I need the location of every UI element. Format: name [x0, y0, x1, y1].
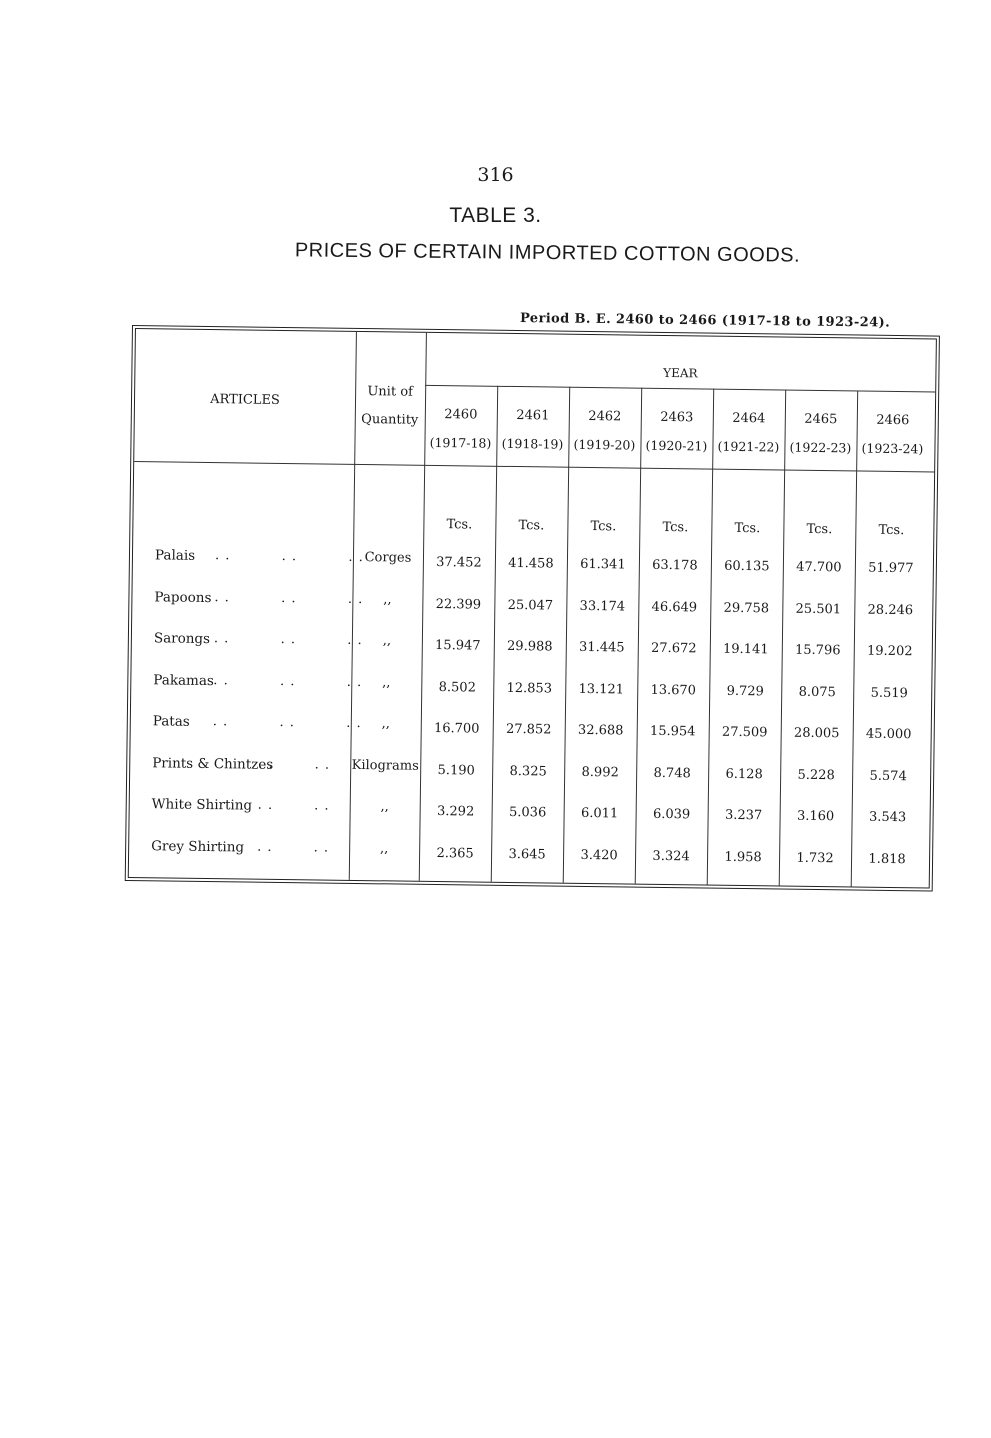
price-cell: 5.574 — [869, 768, 907, 784]
leader-dots: . . . . . . — [213, 672, 363, 690]
price-cell: 51.977 — [868, 560, 914, 577]
unit-cell: ,, — [382, 674, 391, 690]
period-caption: Period B. E. 2460 to 2466 (1917-18 to 1923-24). — [519, 311, 891, 331]
price-cell: 47.700 — [796, 559, 842, 576]
price-cell: 8.075 — [798, 684, 836, 700]
price-cell: 5.228 — [797, 767, 835, 783]
price-cell: 46.649 — [651, 599, 698, 615]
leader-dots: . . . . . . — [214, 589, 364, 607]
currency-label: Tcs. — [662, 519, 689, 536]
price-cell: 27.509 — [721, 724, 768, 741]
year-be-header: 2461 — [516, 408, 550, 424]
page-number: 316 — [477, 164, 514, 186]
currency-label: Tcs. — [446, 517, 473, 533]
price-cell: 9.729 — [726, 683, 764, 699]
unit-cell: ,, — [379, 840, 389, 856]
leader-dots: . . . . . . — [214, 548, 364, 566]
article-name: Patas — [152, 713, 190, 730]
header-rule — [134, 461, 934, 472]
article-name: Prints & Chintzes — [152, 754, 274, 773]
price-cell: 15.947 — [434, 637, 481, 654]
article-name: Palais — [154, 547, 196, 564]
year-be-header: 2466 — [876, 412, 910, 429]
article-name: White Shirting — [151, 796, 253, 814]
articles-header: ARTICLES — [210, 392, 280, 408]
leader-dots: . . . . . . — [212, 714, 362, 732]
price-cell: 27.852 — [505, 721, 552, 738]
price-cell: 25.047 — [507, 597, 554, 614]
year-ce-header: (1920-21) — [645, 437, 708, 454]
currency-label: Tcs. — [518, 518, 545, 534]
year-rule — [425, 385, 935, 393]
price-cell: 28.246 — [867, 602, 914, 618]
year-ce-header: (1921-22) — [717, 438, 780, 455]
unit-cell: ,, — [380, 799, 389, 815]
price-cell: 3.645 — [508, 846, 546, 862]
price-cell: 31.445 — [578, 639, 625, 656]
price-cell: 15.796 — [794, 642, 841, 659]
currency-label: Tcs. — [806, 521, 833, 538]
price-table — [125, 325, 940, 892]
year-ce-header: (1922-23) — [789, 439, 852, 456]
price-cell: 61.341 — [580, 556, 626, 573]
price-cell: 60.135 — [724, 558, 770, 575]
leader-dots: . . . . — [258, 756, 331, 773]
year-ce-header: (1917-18) — [429, 434, 492, 451]
price-cell: 63.178 — [652, 557, 698, 574]
price-cell: 3.292 — [436, 804, 475, 820]
price-cell: 6.128 — [725, 766, 763, 782]
currency-label: Tcs. — [734, 520, 761, 537]
price-cell: 6.039 — [652, 806, 691, 823]
article-name: Papoons — [154, 588, 212, 606]
unit-cell: Corges — [364, 550, 412, 566]
price-cell: 19.202 — [866, 643, 913, 660]
price-cell: 13.121 — [578, 681, 625, 697]
year-be-header: 2464 — [732, 410, 766, 427]
unit-cell: ,, — [382, 633, 392, 649]
unit-header-line2: Quantity — [361, 412, 419, 428]
table-title: PRICES OF CERTAIN IMPORTED COTTON GOODS. — [294, 239, 801, 267]
price-cell: 6.011 — [580, 805, 619, 822]
price-cell: 19.141 — [722, 641, 769, 658]
currency-label: Tcs. — [878, 522, 905, 539]
year-be-header: 2460 — [444, 407, 478, 423]
price-cell: 27.672 — [650, 640, 697, 657]
price-cell: 1.818 — [868, 851, 906, 867]
price-cell: 13.670 — [650, 682, 697, 698]
article-name: Pakamas — [153, 671, 215, 689]
price-cell: 8.748 — [653, 765, 691, 781]
table-label: TABLE 3. — [449, 204, 542, 227]
unit-cell: ,, — [381, 716, 391, 732]
price-cell: 32.688 — [577, 722, 624, 739]
price-cell: 8.502 — [438, 679, 476, 696]
leader-dots: . . . . . . — [213, 631, 363, 649]
price-cell: 12.853 — [506, 680, 553, 697]
table-frame — [125, 325, 940, 892]
price-cell: 8.992 — [581, 764, 619, 780]
year-ce-header: (1918-19) — [501, 435, 564, 452]
unit-header-line1: Unit of — [367, 384, 413, 400]
price-cell: 33.174 — [579, 598, 626, 614]
price-cell: 5.190 — [437, 762, 475, 779]
price-cell: 8.325 — [509, 763, 547, 779]
price-cell: 5.036 — [508, 804, 547, 821]
currency-label: Tcs. — [590, 519, 617, 535]
price-cell: 3.237 — [724, 807, 763, 824]
price-cell: 3.420 — [580, 847, 618, 863]
price-cell: 22.399 — [435, 596, 482, 613]
price-cell: 3.324 — [652, 848, 690, 864]
price-cell: 25.501 — [795, 601, 842, 617]
year-header: YEAR — [663, 365, 698, 381]
price-cell: 5.519 — [870, 685, 908, 701]
price-cell: 2.365 — [436, 845, 474, 862]
price-cell: 41.458 — [508, 555, 554, 572]
leader-dots: . . . . — [257, 839, 330, 856]
year-ce-header: (1923-24) — [861, 440, 924, 457]
price-cell: 3.543 — [868, 809, 907, 826]
price-cell: 37.452 — [436, 555, 482, 571]
article-name: Sarongs — [153, 630, 211, 648]
year-ce-header: (1919-20) — [573, 436, 636, 453]
price-cell: 45.000 — [865, 726, 912, 743]
price-cell: 29.988 — [506, 638, 553, 655]
price-cell: 29.758 — [723, 600, 770, 616]
price-cell: 1.958 — [724, 849, 762, 865]
year-be-header: 2465 — [804, 411, 838, 428]
price-cell: 16.700 — [433, 720, 480, 737]
price-cell: 3.160 — [796, 808, 835, 825]
price-cell: 1.732 — [796, 850, 834, 866]
article-name: Grey Shirting — [151, 837, 245, 856]
year-be-header: 2463 — [660, 409, 694, 426]
price-cell: 28.005 — [793, 725, 840, 742]
unit-cell: Kilograms — [351, 757, 419, 774]
unit-cell: ,, — [383, 591, 392, 607]
leader-dots: . . . . — [257, 797, 330, 814]
year-be-header: 2462 — [588, 408, 622, 425]
price-cell: 15.954 — [649, 723, 696, 740]
